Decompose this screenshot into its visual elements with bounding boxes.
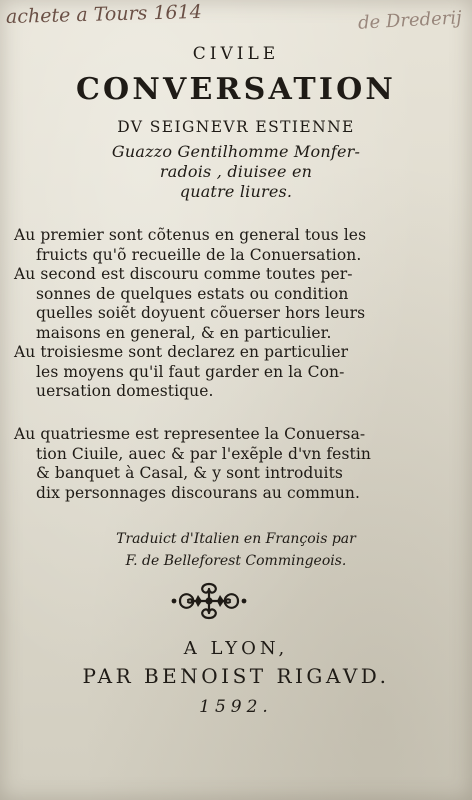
title-conversation: CONVERSATION bbox=[75, 72, 397, 107]
body-line: Au second est discouru comme toutes per- bbox=[14, 265, 353, 283]
body-line: & banquet à Casal, & y sont introduits bbox=[36, 464, 343, 482]
body-line: Au troisiesme sont declarez en particulier bbox=[14, 343, 349, 361]
body-line: quelles soiẽt doyuent cõuerser hors leurs bbox=[36, 304, 366, 322]
title-civile: CIVILE bbox=[192, 44, 280, 64]
imprint-place: A LYON, bbox=[183, 638, 289, 659]
body-line: dix personnages discourans au commun. bbox=[36, 483, 361, 502]
translator-line: Traduict d'Italien en François par bbox=[116, 531, 356, 547]
body-line: Au premier sont cõtenus en general tous les bbox=[14, 226, 367, 244]
body-line: maisons en general, & en particulier. bbox=[36, 323, 332, 342]
author-description bbox=[0, 142, 472, 202]
translator-line: F. de Belleforest Commingeois. bbox=[125, 553, 347, 569]
contents-paragraph-3 bbox=[14, 343, 464, 402]
imprint-printer: PAR BENOIST RIGAVD. bbox=[82, 664, 390, 688]
body-line: fruicts qu'õ recueille de la Conuersation. bbox=[36, 245, 362, 264]
body-line: sonnes de quelques estats ou condition bbox=[36, 284, 349, 303]
body-line: uersation domestique. bbox=[36, 382, 214, 400]
body-line: Au quatriesme est representee la Conuersa- bbox=[14, 425, 366, 443]
body-line: tion Ciuile, auec & par l'exẽple d'vn festin bbox=[36, 444, 371, 463]
author-line: Guazzo Gentilhomme Monfer- bbox=[111, 142, 361, 161]
author-line: quatre liures. bbox=[179, 182, 293, 201]
contents-paragraph-1 bbox=[14, 226, 464, 265]
translator-credit bbox=[0, 528, 472, 572]
contents-paragraph-4 bbox=[14, 425, 464, 503]
body-line: les moyens qu'il faut garder en la Con- bbox=[36, 362, 345, 381]
imprint-year: 1592. bbox=[199, 697, 273, 717]
fleuron-ornament-icon bbox=[170, 578, 248, 624]
contents-paragraph-2 bbox=[14, 265, 464, 343]
handwritten-acquisition-note: achete a Tours 1614 bbox=[5, 0, 203, 28]
author-line: radois , diuisee en bbox=[159, 162, 313, 181]
handwritten-owner-signature: de Drederij bbox=[357, 7, 463, 34]
title-author-heading: DV SEIGNEVR ESTIENNE bbox=[117, 118, 355, 136]
